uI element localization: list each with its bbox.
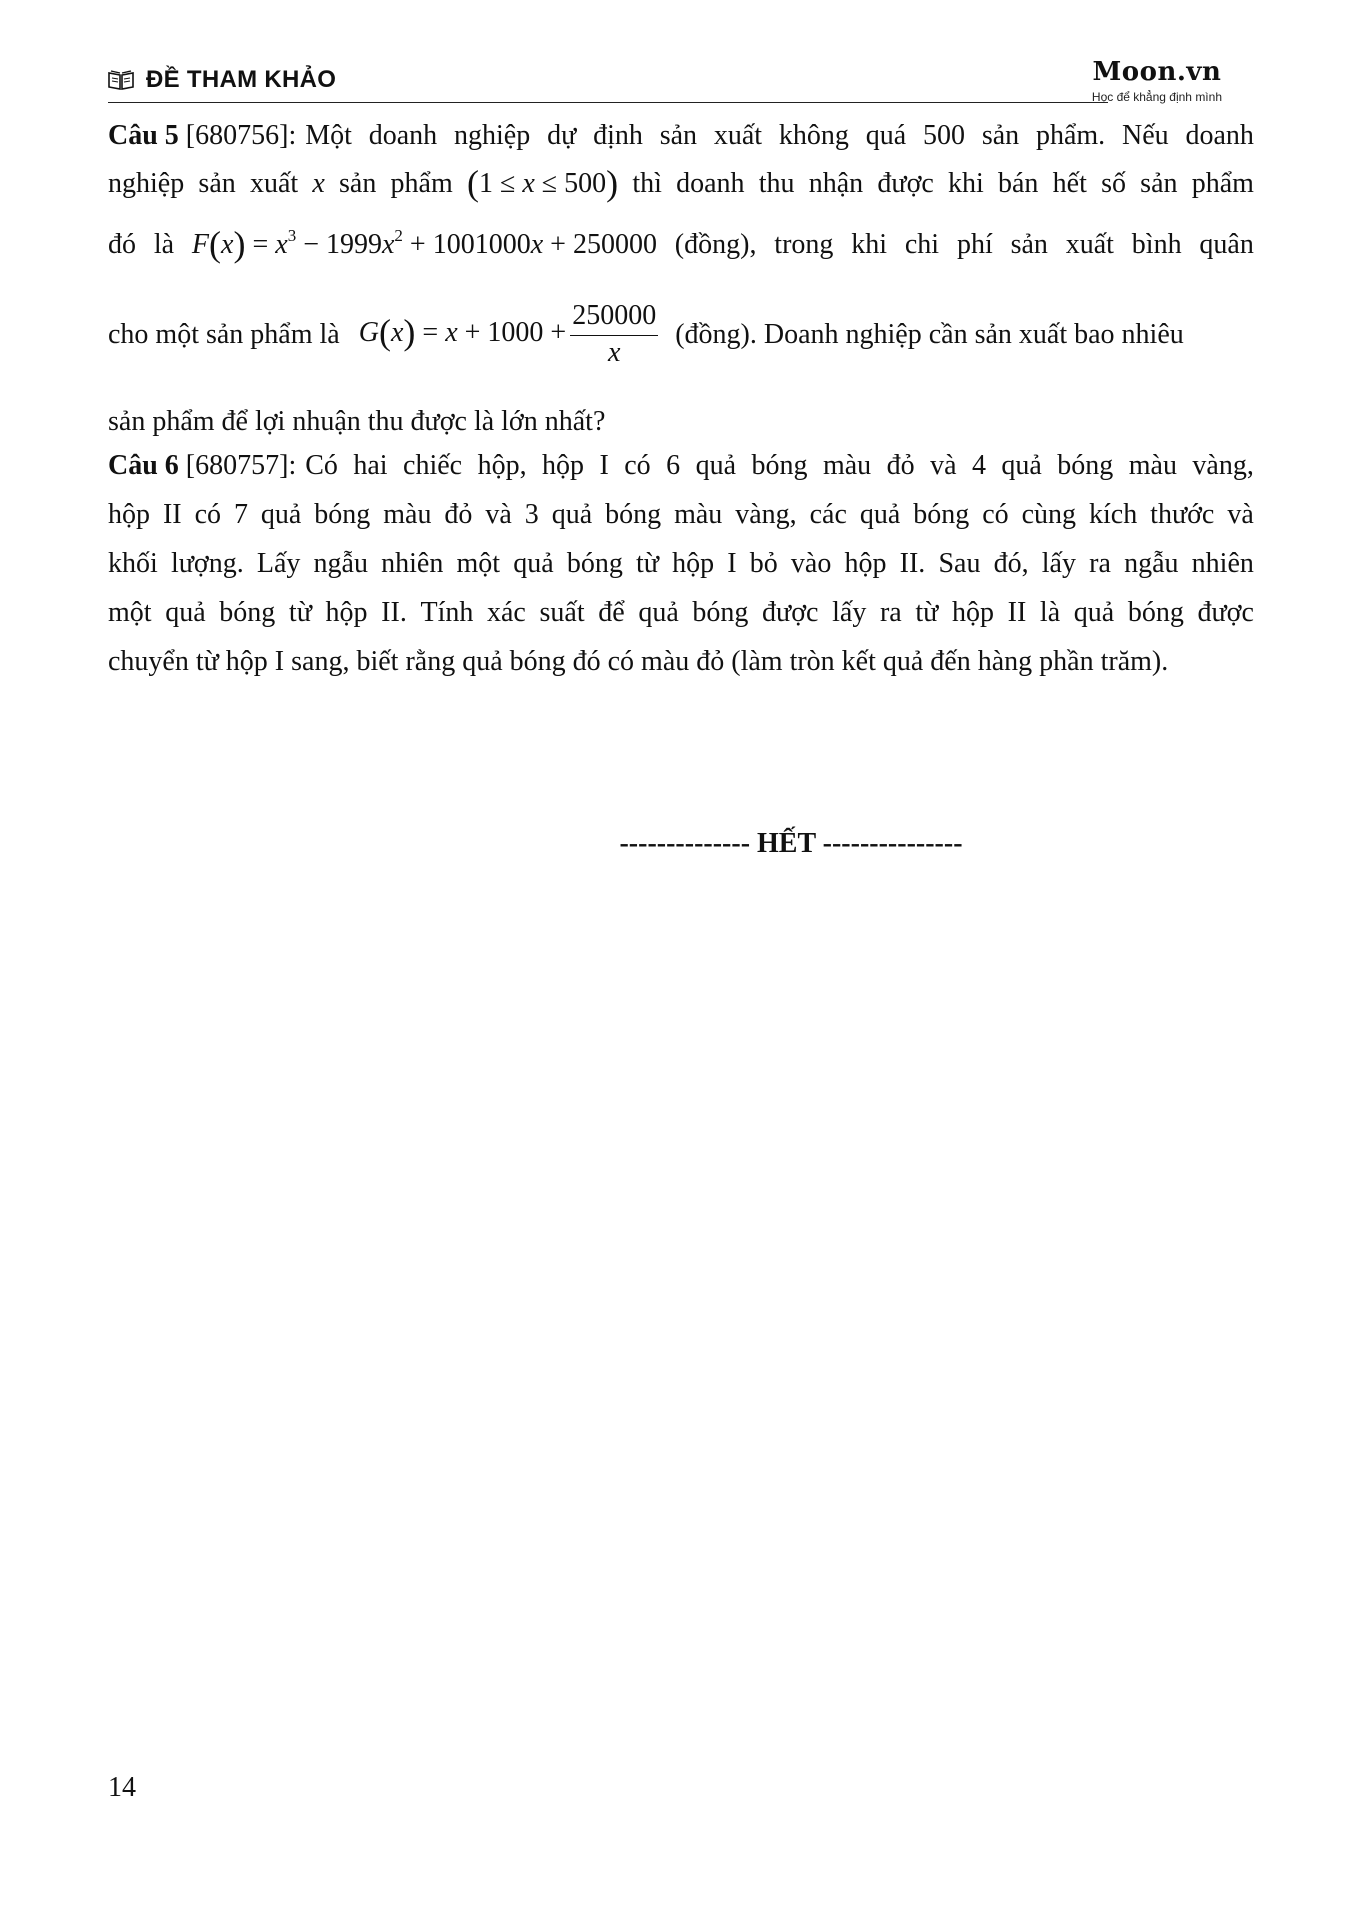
word: bóng bbox=[692, 597, 749, 628]
q6-line-5-text: chuyển từ hộp I sang, biết rằng quả bóng đó có màu đỏ (làm tròn kết quả đến hàng phần trăm). bbox=[108, 646, 1169, 677]
word: doanh bbox=[676, 168, 745, 199]
word: được bbox=[877, 168, 934, 199]
word: có bbox=[982, 499, 1009, 530]
word: nghiệp bbox=[108, 168, 185, 199]
word: ngẫu bbox=[1124, 548, 1179, 579]
word: 3 bbox=[524, 499, 539, 530]
word: bóng bbox=[566, 548, 623, 579]
q5-fraction-numerator: 250000 bbox=[570, 299, 658, 336]
word: I bbox=[599, 450, 609, 481]
question-6 bbox=[108, 450, 1254, 695]
q5-line-2 bbox=[108, 165, 1254, 226]
word: quả bbox=[638, 597, 679, 628]
q5-label-group bbox=[108, 120, 296, 152]
word: một bbox=[456, 548, 501, 579]
q5-id: [680756]: bbox=[185, 120, 297, 151]
word: quá bbox=[865, 120, 907, 151]
end-marker: -------------- HẾT --------------- bbox=[619, 828, 963, 859]
word: Một bbox=[305, 120, 352, 151]
q6-label-group bbox=[108, 450, 296, 482]
word: bóng bbox=[1057, 450, 1114, 481]
word: II. bbox=[899, 548, 926, 579]
word: được bbox=[1197, 597, 1254, 628]
word: một bbox=[108, 597, 152, 628]
word: Có bbox=[305, 450, 338, 481]
word: sản bbox=[1140, 168, 1178, 199]
q5-line-1 bbox=[108, 120, 1254, 165]
word: lấy bbox=[832, 597, 867, 628]
q6-line-5 bbox=[108, 646, 1254, 695]
word: màu bbox=[822, 450, 872, 481]
word: quân bbox=[1199, 229, 1254, 260]
word: cùng bbox=[1021, 499, 1077, 530]
word: từ bbox=[915, 597, 939, 628]
word: Nếu bbox=[1122, 120, 1169, 151]
brand-block bbox=[1092, 56, 1222, 104]
header-title: ĐỀ THAM KHẢO bbox=[146, 66, 337, 93]
word: nhiên bbox=[1191, 548, 1254, 579]
word: màu bbox=[1128, 450, 1177, 481]
word: sản bbox=[659, 120, 698, 151]
word: màu bbox=[383, 499, 432, 530]
q6-line-1-text bbox=[305, 450, 1254, 482]
word: và bbox=[930, 450, 957, 481]
word: 4 bbox=[971, 450, 986, 481]
word: xác bbox=[487, 597, 526, 628]
word: và bbox=[485, 499, 512, 530]
word: bỏ bbox=[749, 548, 778, 579]
q5-range: (1 ≤ x ≤ 500) bbox=[466, 163, 619, 203]
word: khi bbox=[851, 229, 888, 260]
word: lượng. bbox=[170, 548, 244, 579]
q6-id: [680757]: bbox=[185, 450, 297, 481]
word: quả bbox=[1001, 450, 1042, 481]
q5-variable-x: x bbox=[312, 168, 325, 199]
word: nhận bbox=[808, 168, 864, 199]
word: doanh bbox=[368, 120, 438, 151]
word: quả bbox=[1073, 597, 1115, 628]
word: lấy bbox=[1041, 548, 1076, 579]
word: hai bbox=[353, 450, 388, 481]
book-icon bbox=[108, 70, 134, 90]
word: dự bbox=[547, 120, 577, 151]
word: và bbox=[1227, 499, 1254, 530]
q5-formula-G: G(x) = x + 1000 + $\frac{250000}{x}$ bbox=[358, 300, 657, 368]
word: phẩm. bbox=[1035, 120, 1106, 151]
word: bán bbox=[998, 168, 1039, 199]
word: xuất bbox=[713, 120, 763, 151]
q5-line-3 bbox=[108, 226, 1254, 287]
word: quả bbox=[551, 499, 593, 530]
word: không bbox=[778, 120, 849, 151]
word: bóng bbox=[605, 499, 662, 530]
word: phí bbox=[956, 229, 993, 260]
word: khi bbox=[948, 168, 984, 199]
word: màu bbox=[674, 499, 723, 530]
word: là bbox=[1039, 597, 1061, 628]
word: sản bbox=[339, 168, 377, 199]
q6-line-3 bbox=[108, 548, 1254, 597]
word: sản bbox=[198, 168, 236, 199]
word: định bbox=[593, 120, 643, 151]
q5-formula-F: $F(x) = x^3 - 1999x^2 + 1001000x + 250000$ bbox=[191, 224, 657, 264]
word: chiếc bbox=[403, 450, 463, 481]
word: bóng bbox=[314, 499, 371, 530]
word: Sau bbox=[938, 548, 981, 579]
brand-slogan: Học để khẳng định mình bbox=[1091, 90, 1222, 104]
word: phẩm bbox=[390, 168, 453, 199]
word: 6 bbox=[666, 450, 681, 481]
word: bình bbox=[1131, 229, 1182, 260]
word: thước bbox=[1150, 499, 1215, 530]
header-left bbox=[108, 66, 336, 94]
word: quả bbox=[513, 548, 554, 579]
word: nghiệp bbox=[454, 120, 531, 151]
q5-line-4-rest: (đồng). Doanh nghiệp cần sản xuất bao nhiêu bbox=[675, 318, 1184, 350]
word: II. bbox=[381, 597, 407, 628]
word: bóng bbox=[913, 499, 970, 530]
word: 7 bbox=[233, 499, 248, 530]
word: số bbox=[1101, 168, 1126, 199]
page-header bbox=[108, 56, 1244, 106]
word: chi bbox=[904, 229, 940, 260]
question-5 bbox=[108, 120, 1254, 438]
word: nhiên bbox=[381, 548, 444, 579]
word: suất bbox=[539, 597, 585, 628]
word: hộp bbox=[325, 597, 368, 628]
q6-label: Câu 6 bbox=[108, 450, 179, 481]
q5-line-5-text: sản phẩm để lợi nhuận thu được là lớn nhất? bbox=[108, 406, 606, 437]
word: từ bbox=[288, 597, 312, 628]
q6-line-4 bbox=[108, 597, 1254, 646]
q5-line-4-start: cho một sản phẩm là bbox=[108, 318, 340, 350]
word: quả bbox=[165, 597, 206, 628]
word: có bbox=[624, 450, 651, 481]
word: vàng, bbox=[735, 499, 797, 530]
word: có bbox=[194, 499, 221, 530]
word: I bbox=[727, 548, 737, 579]
word: Tính bbox=[420, 597, 474, 628]
word: các bbox=[809, 499, 847, 530]
word: đỏ bbox=[886, 450, 915, 481]
word: hộp bbox=[108, 499, 150, 530]
q6-line-2 bbox=[108, 499, 1254, 548]
q5-label: Câu 5 bbox=[108, 120, 179, 151]
word: sản bbox=[1010, 229, 1048, 260]
q5-line-4 bbox=[108, 287, 1254, 382]
word: II bbox=[1007, 597, 1027, 628]
word: thu bbox=[758, 168, 795, 199]
word: hộp bbox=[672, 548, 715, 579]
word: xuất bbox=[249, 168, 299, 199]
word: ngẫu bbox=[313, 548, 368, 579]
word: từ bbox=[635, 548, 659, 579]
header-rule bbox=[108, 102, 1108, 103]
q5-line-5 bbox=[108, 382, 1254, 438]
word: doanh bbox=[1185, 120, 1254, 151]
word: khối bbox=[108, 548, 158, 579]
word: bóng bbox=[219, 597, 276, 628]
word: kích bbox=[1089, 499, 1138, 530]
word: quả bbox=[695, 450, 737, 481]
word: hết bbox=[1052, 168, 1087, 199]
word: quả bbox=[260, 499, 302, 530]
word: hộp bbox=[951, 597, 994, 628]
word: trong bbox=[774, 229, 834, 260]
word: là bbox=[153, 229, 175, 260]
page-number: 14 bbox=[108, 1772, 136, 1803]
word: đó bbox=[108, 229, 136, 260]
word: II bbox=[162, 499, 182, 530]
word: đó, bbox=[993, 548, 1029, 579]
word: vàng, bbox=[1192, 450, 1254, 481]
q5-fraction bbox=[570, 299, 658, 370]
word: (đồng), bbox=[674, 229, 757, 260]
document-body bbox=[108, 120, 1254, 859]
word: bóng bbox=[751, 450, 808, 481]
word: thì bbox=[632, 168, 662, 199]
word: 500 bbox=[922, 120, 965, 151]
word: đỏ bbox=[444, 499, 473, 530]
word: hộp, bbox=[477, 450, 527, 481]
word: hộp bbox=[844, 548, 887, 579]
q5-fraction-denominator: x bbox=[608, 337, 621, 368]
word: xuất bbox=[1065, 229, 1114, 260]
word: hộp bbox=[542, 450, 585, 481]
word: để bbox=[598, 597, 625, 628]
word: vào bbox=[790, 548, 832, 579]
q5-line-1-text bbox=[305, 120, 1254, 152]
q6-line-1 bbox=[108, 450, 1254, 499]
word: ra bbox=[1089, 548, 1111, 579]
brand-logo: Moon.vn bbox=[1092, 57, 1222, 87]
word: Lấy bbox=[256, 548, 301, 579]
word: ra bbox=[879, 597, 902, 628]
word: được bbox=[762, 597, 819, 628]
word: phẩm bbox=[1191, 168, 1254, 199]
word: bóng bbox=[1127, 597, 1184, 628]
word: quả bbox=[859, 499, 901, 530]
word: sản bbox=[981, 120, 1020, 151]
